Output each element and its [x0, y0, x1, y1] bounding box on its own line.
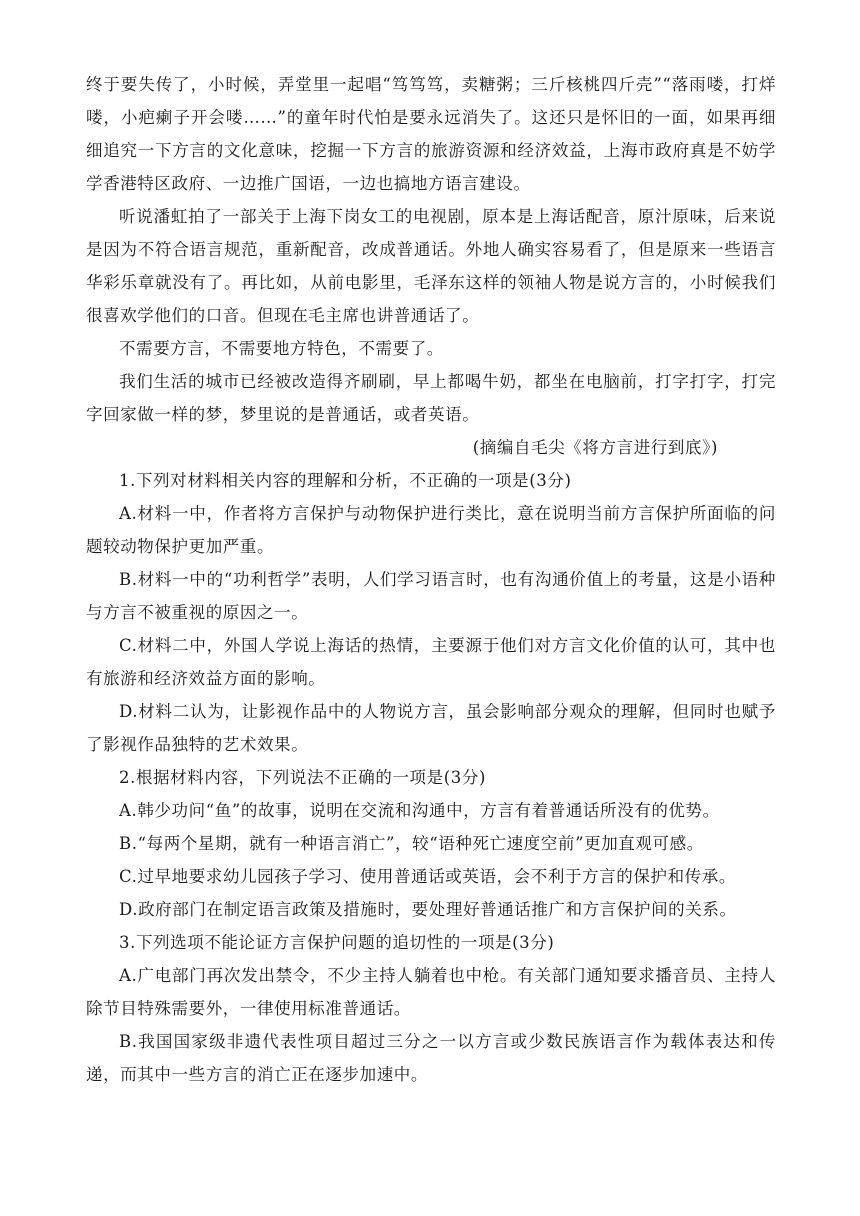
article-paragraph-continuation: 终于要失传了，小时候，弄堂里一起唱“笃笃笃，卖糖粥；三斤核桃四斤壳”“落雨喽，打烊喽，小疤瘌子开会喽……”的童年时代怕是要永远消失了。这还只是怀旧的一面，如果再细细追究一下方言的文化意味，挖掘一下方言的旅游资源和经济效益，上海市政府真是不妨学学香港特区政府、一边推广国语，一边也搞地方语言建设。: [86, 75, 776, 193]
question-2-option-c: C.过早地要求幼儿园孩子学习、使用普通话或英语，会不利于方言的保护和传承。: [119, 867, 736, 886]
question-1-option-d: D.材料二认为，让影视作品中的人物说方言，虽会影响部分观众的理解，但同时也赋予了影视作品独特的艺术效果。: [86, 702, 776, 754]
question-2-option-b: B.“每两个星期，就有一种语言消亡”，较“语种死亡速度空前”更加直观可感。: [119, 834, 704, 853]
question-3-option-b: B.我国国家级非遗代表性项目超过三分之一以方言或少数民族语言作为载体表达和传递，而其中一些方言的消亡正在逐步加速中。: [86, 1032, 776, 1084]
question-1-stem: 1.下列对材料相关内容的理解和分析，不正确的一项是(3分): [119, 471, 572, 490]
question-3-option-a: A.广电部门再次发出禁令，不少主持人躺着也中枪。有关部门通知要求播音员、主持人除节目特殊需要外，一律使用标准普通话。: [86, 966, 776, 1018]
question-1-option-c: C.材料二中，外国人学说上海话的热情，主要源于他们对方言文化价值的认可，其中也有旅游和经济效益方面的影响。: [86, 636, 776, 688]
question-1-option-a: A.材料一中，作者将方言保护与动物保护进行类比，意在说明当前方言保护所面临的问题较动物保护更加严重。: [86, 504, 776, 556]
article-paragraph-no-need: 不需要方言，不需要地方特色，不需要了。: [119, 339, 444, 358]
question-2-stem: 2.根据材料内容，下列说法不正确的一项是(3分): [119, 768, 487, 787]
article-source: (摘编自毛尖《将方言进行到底》): [472, 438, 718, 457]
article-paragraph-city: 我们生活的城市已经被改造得齐刷刷，早上都喝牛奶，都坐在电脑前，打字打字，打完字回家做一样的梦，梦里说的是普通话，或者英语。: [86, 372, 776, 424]
question-2-option-a: A.韩少功问“鱼”的故事，说明在交流和沟通中，方言有着普通话所没有的优势。: [119, 801, 720, 820]
question-3-stem: 3.下列选项不能论证方言保护问题的追切性的一项是(3分): [119, 933, 555, 952]
question-2-option-d: D.政府部门在制定语言政策及措施时，要处理好普通话推广和方言保护间的关系。: [119, 900, 737, 919]
article-paragraph-pan-hong: 听说潘虹拍了一部关于上海下岗女工的电视剧，原本是上海话配音，原汁原味，后来说是因为不符合语言规范，重新配音，改成普通话。外地人确实容易看了，但是原来一些语言华彩乐章就没有了。再比如，从前电影里，毛泽东这样的领袖人物是说方言的，小时候我们很喜欢学他们的口音。但现在毛主席也讲普通话了。: [86, 207, 776, 325]
document-page: [86, 68, 776, 1091]
question-1-option-b: B.材料一中的“功利哲学”表明，人们学习语言时，也有沟通价值上的考量，这是小语种与方言不被重视的原因之一。: [86, 570, 776, 622]
